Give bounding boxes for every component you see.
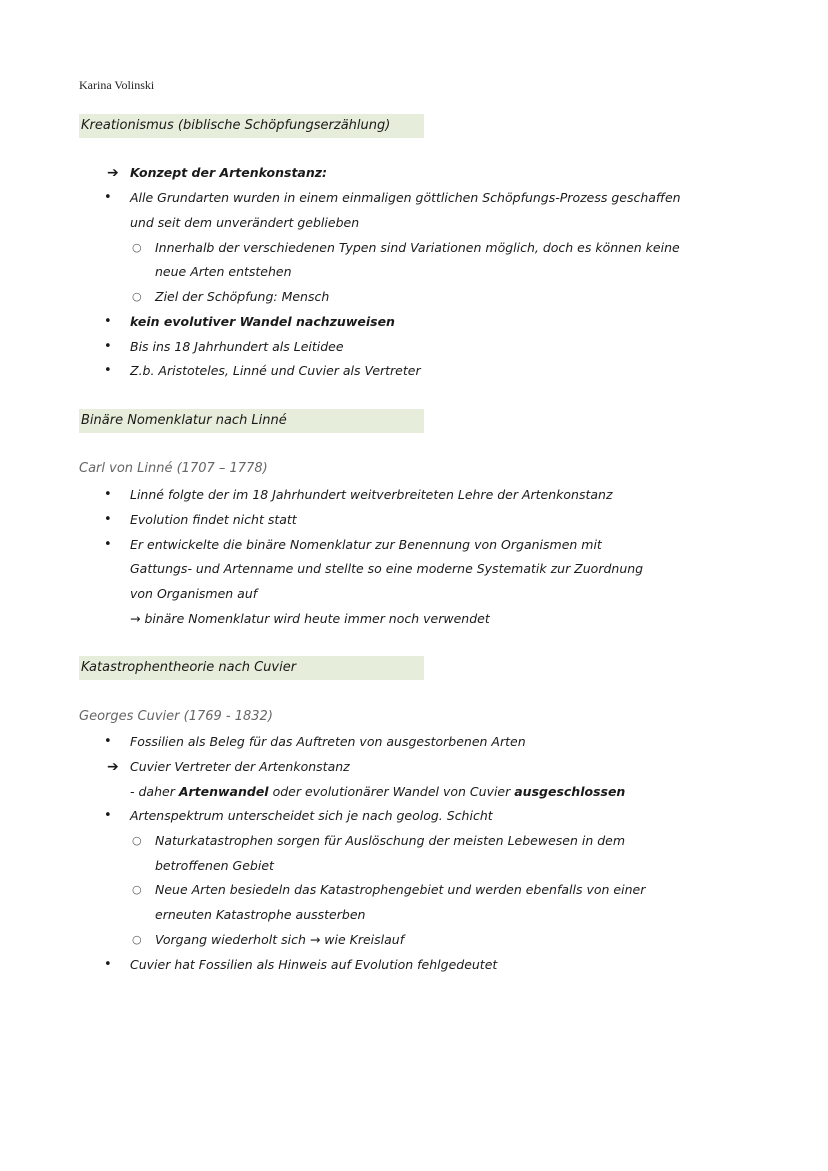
dash-prefix: - daher <box>130 784 179 799</box>
sub-bullet-marker: ○ <box>132 834 142 847</box>
bullet-marker: • <box>104 363 112 378</box>
concept-text: Konzept der Artenkonstanz: <box>130 165 328 180</box>
bullet-marker: • <box>104 734 112 749</box>
list-item-text: → binäre Nomenklatur wird heute immer noch verwendet <box>130 611 490 626</box>
bullet-marker: • <box>104 537 112 552</box>
bullet-marker: • <box>104 957 112 972</box>
list-item-text: von Organismen auf <box>130 586 258 601</box>
list-item-text: Cuvier Vertreter der Artenkonstanz <box>130 759 350 774</box>
concept-line <box>130 164 327 182</box>
list-item-text: Artenspektrum unterscheidet sich je nach geolog. Schicht <box>130 808 493 823</box>
sub-bullet-marker: ○ <box>132 241 142 254</box>
section-heading-kreationismus: Kreationismus (biblische Schöpfungserzählung) <box>79 114 424 138</box>
section-heading-cuvier: Katastrophentheorie nach Cuvier <box>79 656 424 680</box>
bullet-marker: • <box>104 314 112 329</box>
list-item-text: Z.b. Aristoteles, Linné und Cuvier als Vertreter <box>130 363 421 378</box>
sub-item-text: erneuten Katastrophe aussterben <box>155 907 366 922</box>
list-item-text: Cuvier hat Fossilien als Hinweis auf Evolution fehlgedeutet <box>130 957 498 972</box>
sub-bullet-marker: ○ <box>132 933 142 946</box>
list-item-text: Fossilien als Beleg für das Auftreten von ausgestorbenen Arten <box>130 734 526 749</box>
list-item-text: Linné folgte der im 18 Jahrhundert weitverbreiteten Lehre der Artenkonstanz <box>130 487 613 502</box>
author-name: Karina Volinski <box>79 78 155 92</box>
list-item-text: Er entwickelte die binäre Nomenklatur zur Benennung von Organismen mit <box>130 537 602 552</box>
list-item-text: Bis ins 18 Jahrhundert als Leitidee <box>130 339 344 354</box>
dash-middle: oder evolutionärer Wandel von Cuvier <box>268 784 515 799</box>
sub-item-text: neue Arten entstehen <box>155 264 292 279</box>
sub-bullet-marker: ○ <box>132 883 142 896</box>
bullet-marker: • <box>104 808 112 823</box>
arrow-marker: ➔ <box>107 759 119 775</box>
section-heading-linne: Binäre Nomenklatur nach Linné <box>79 409 424 433</box>
sub-item-text: Innerhalb der verschiedenen Typen sind Variationen möglich, doch es können keine <box>155 240 680 255</box>
bold-text: kein evolutiver Wandel nachzuweisen <box>130 314 395 329</box>
person-heading: Carl von Linné (1707 – 1778) <box>79 461 268 476</box>
sub-item-text: Vorgang wiederholt sich → wie Kreislauf <box>155 932 405 947</box>
bullet-marker: • <box>104 190 112 205</box>
sub-item-text: Naturkatastrophen sorgen für Auslöschung der meisten Lebewesen in dem <box>155 833 626 848</box>
sub-bullet-marker: ○ <box>132 290 142 303</box>
arrow-marker: ➔ <box>107 165 119 181</box>
list-item-text: Evolution findet nicht statt <box>130 512 297 527</box>
dash-line <box>130 783 625 801</box>
list-item-text: und seit dem unverändert geblieben <box>130 215 360 230</box>
list-item-text: Alle Grundarten wurden in einem einmaligen göttlichen Schöpfungs-Prozess geschaffen <box>130 190 681 205</box>
bold-text: Artenwandel <box>178 784 269 799</box>
bold-text: ausgeschlossen <box>514 784 626 799</box>
bullet-marker: • <box>104 339 112 354</box>
list-item-text <box>130 313 395 331</box>
sub-item-text: betroffenen Gebiet <box>155 858 274 873</box>
person-heading: Georges Cuvier (1769 - 1832) <box>79 709 273 724</box>
bullet-marker: • <box>104 487 112 502</box>
bullet-marker: • <box>104 512 112 527</box>
sub-item-text: Neue Arten besiedeln das Katastrophengebiet und werden ebenfalls von einer <box>155 882 646 897</box>
list-item-text: Gattungs- und Artenname und stellte so eine moderne Systematik zur Zuordnung <box>130 561 644 576</box>
sub-item-text: Ziel der Schöpfung: Mensch <box>155 289 330 304</box>
